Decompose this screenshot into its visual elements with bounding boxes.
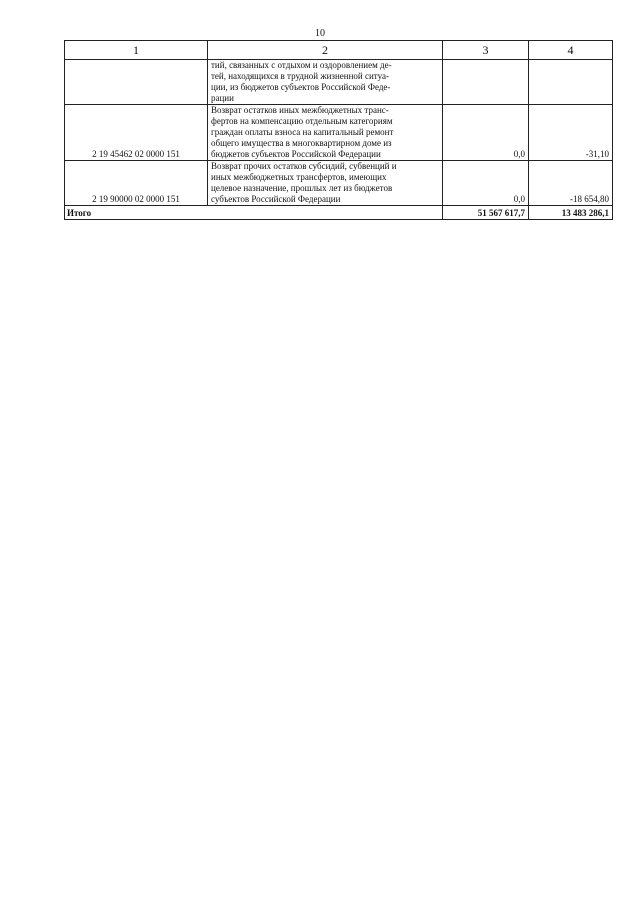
total-label: Итого: [65, 206, 443, 220]
row-col4: -18 654,80: [529, 161, 613, 206]
description-line: фертов на компенсацию отдельным категориям: [211, 116, 393, 126]
table-row: [65, 105, 613, 161]
description-line: тей, находящихся в трудной жизненной ситуа-: [211, 71, 389, 81]
description-line: Возврат прочих остатков субсидий, субвенций и: [211, 161, 397, 171]
row-description: [208, 105, 443, 161]
row-code: 2 19 45462 02 0000 151: [65, 105, 208, 161]
column-header-4: 4: [529, 41, 613, 60]
description-line: рации: [211, 93, 234, 103]
description-line: субъектов Российской Федерации: [211, 194, 341, 204]
description-line: Возврат остатков иных межбюджетных транс-: [211, 105, 389, 115]
total-row: [65, 206, 613, 220]
description-line: бюджетов субъектов Российской Федерации: [211, 149, 381, 159]
total-col4: 13 483 286,1: [529, 206, 613, 220]
page-number: 10: [315, 28, 325, 39]
column-header-1: 1: [65, 41, 208, 60]
description-line: иных межбюджетных трансфертов, имеющих: [211, 172, 387, 182]
row-col4: [529, 60, 613, 105]
budget-table: [64, 40, 613, 220]
description-line: общего имущества в многоквартирном доме из: [211, 138, 392, 148]
column-header-3: 3: [443, 41, 529, 60]
row-description: [208, 161, 443, 206]
row-col3: 0,0: [443, 161, 529, 206]
table-row: [65, 60, 613, 105]
row-col3: [443, 60, 529, 105]
description-line: тий, связанных с отдыхом и оздоровлением де-: [211, 60, 392, 70]
table-header-row: [65, 41, 613, 60]
row-col3: 0,0: [443, 105, 529, 161]
row-code: [65, 60, 208, 105]
description-line: целевое назначение, прошлых лет из бюджетов: [211, 183, 393, 193]
description-line: граждан оплаты взноса на капитальный ремонт: [211, 127, 394, 137]
row-col4: -31,10: [529, 105, 613, 161]
total-col3: 51 567 617,7: [443, 206, 529, 220]
table-row: [65, 161, 613, 206]
description-line: ции, из бюджетов субъектов Российской Феде-: [211, 82, 391, 92]
row-description: [208, 60, 443, 105]
row-code: 2 19 90000 02 0000 151: [65, 161, 208, 206]
column-header-2: 2: [208, 41, 443, 60]
